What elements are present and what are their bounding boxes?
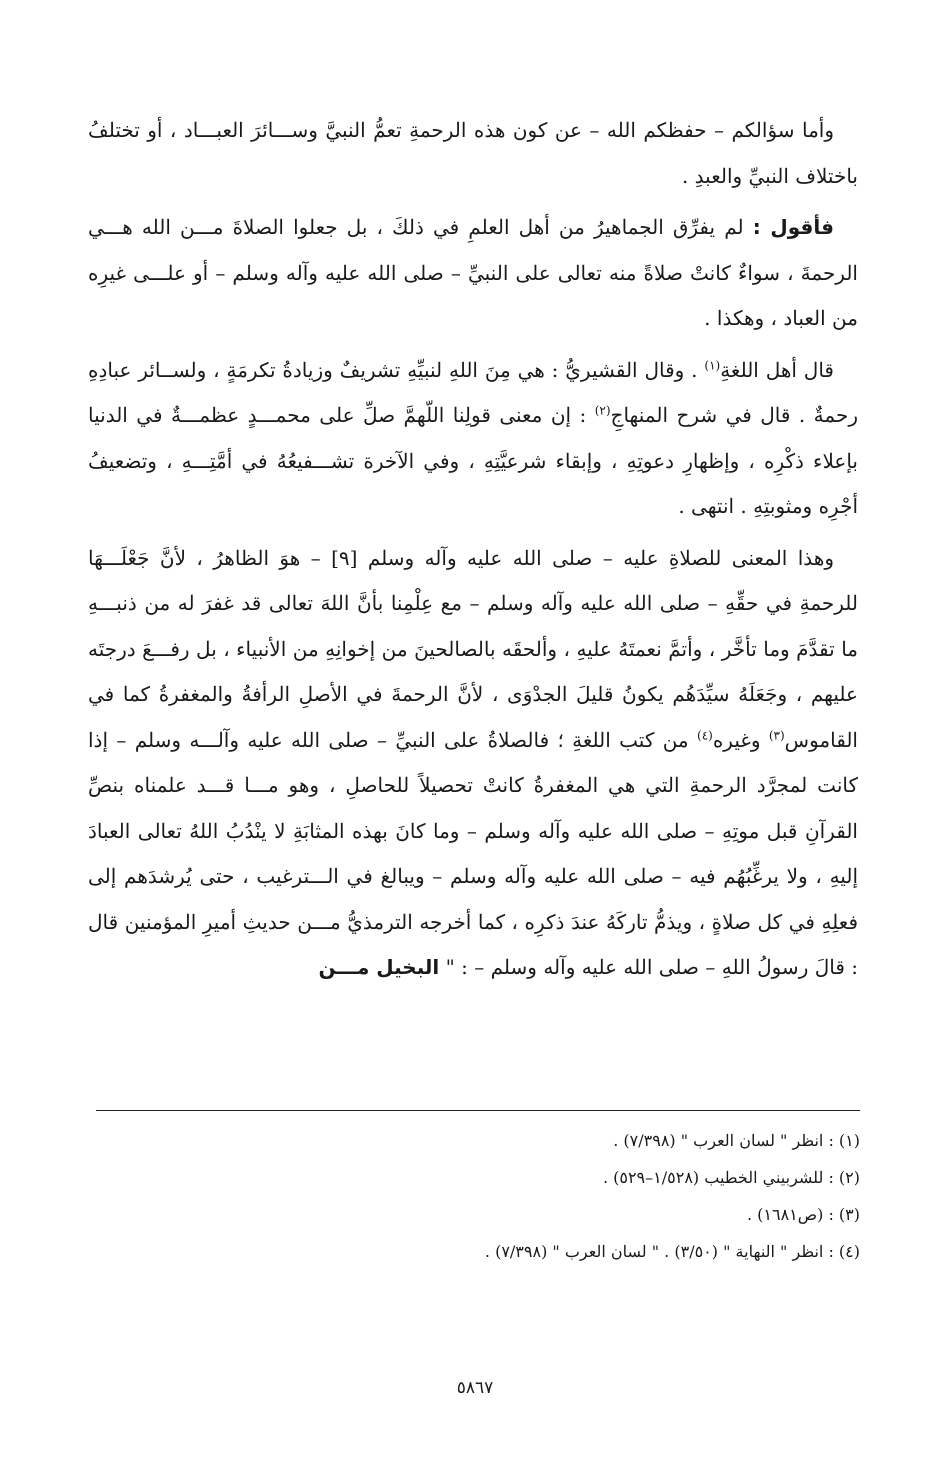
main-text — [88, 108, 858, 997]
page-number: ٥٨٦٧ — [456, 1378, 494, 1398]
footnote-ref: (٣) — [768, 727, 785, 742]
paragraph-text: وهذا المعنى للصلاةِ عليه – صلى الله عليه وآله وسلم [٩] – هوَ الظاهرُ ، لأنَّ جَعْلَـــهَا للرحمةِ في حقِّهِ – صلى الله عليه وآله وسلم – مع عِلْمِنا بأنَّ اللهَ تعالى قد غفرَ له من ذنبـــهِ ما تقدَّمَ وما تأخَّر ، وأتمَّ نعمتَهُ عليهِ ، وألحقَه بالصالحينَ من إخوانِهِ من الأنبياء ، بل رفـــعَ درجتَه عليهم ، وجَعَلَهُ سيِّدَهُم يكونُ قليلَ الجدْوَى ، لأنَّ الرحمةَ في الأصلِ الرأفةُ والمغفرةُ كما في القاموس — [88, 545, 858, 752]
paragraph-text: وغيره — [712, 727, 769, 752]
footnote-2: (٢) : للشربيني الخطيب (١/٥٢٨–٥٢٩) . — [602, 1168, 860, 1187]
footnote-1: (١) : انظر " لسان العرب " (٧/٣٩٨) . — [613, 1131, 860, 1150]
paragraph-text: من كتب اللغةِ ؛ فالصلاةُ على النبيِّ – صلى الله عليه وآلـــه وسلم – إذا كانت لمجرَّد الرحمةِ التي هي المغفرةُ كانتْ تحصيلاً للحاصلِ ، وهو مـــا قـــد علمناه بنصِّ القرآنِ قبل موتِهِ – صلى الله عليه وآله وسلم – وما كانَ بهذه المثابَةِ لا ينْدُبُ اللهُ تعالى العبادَ إليهِ ، ولا يرغِّبُهُم فيه – صلى الله عليه وآله وسلم – ويبالغ في الـــترغيب ، حتى يُرشدَهم إلى فعلِهِ في كل صلاةٍ ، ويذمُّ تاركَهُ عندَ ذكرِه ، كما أخرجه الترمذيُّ مـــن حديثِ أميرِ المؤمنين قال : قالَ رسولُ اللهِ – صلى الله عليه وآله وسلم – : " — [88, 727, 858, 979]
paragraph-2 — [88, 205, 858, 342]
hadith-start: البخيل مـــن — [318, 955, 440, 979]
footnote-ref: (٢) — [594, 403, 611, 418]
paragraph-text: لم يفرِّق الجماهيرُ من أهل العلمِ في ذلكَ ، بل جعلوا الصلاةَ مـــن الله هـــي الرحمةَ ، سواءٌ كانتْ صلاةً منه تعالى على النبيِّ – صلى الله عليه وآله وسلم – أو علـــى غيرِه من العباد ، وهكذا . — [88, 215, 858, 330]
paragraph-1 — [88, 108, 858, 199]
paragraph-3 — [88, 348, 858, 530]
footnote-separator — [96, 1110, 860, 1111]
footnote-ref: (٤) — [697, 727, 713, 742]
paragraph-text: . وقال القشيريُّ : هي مِنَ اللهِ لنبيِّهِ تشريفٌ وزيادةُ تكرمَةٍ ، ولســائر عبادِهِ رحمةٌ . قال في شرح المنهاجِ — [88, 357, 858, 427]
paragraph-text: قال أهل اللغةِ — [720, 357, 834, 382]
paragraph-text: وأما سؤالكم – حفظكم الله – عن كون هذه الرحمةِ تعمُّ النبيَّ وســـائرَ العبـــاد ، أو تختلفُ باختلاف النبيِّ والعبدِ . — [88, 118, 858, 188]
footnote-3: (٣) : (ص١٦٨١) . — [746, 1205, 860, 1224]
footnote-4: (٤) : انظر " النهاية " (٣/٥٠) . " لسان العرب " (٧/٣٩٨) . — [484, 1242, 860, 1261]
footnote-ref: (١) — [704, 357, 721, 372]
paragraph-text: : إن معنى قولِنا اللّهمَّ صلِّ على محمـــدٍ عظمـــةٌ في الدنيا بإعلاء ذكْرِه ، وإظهارِ دعوتِهِ ، وإبقاء شرعيَّتِهِ ، وفي الآخرة تشـــفيعُهُ في أمَّتِـــهِ ، وتضعيفُ أجْرِه ومثوبتِهِ . انتهى . — [88, 403, 858, 518]
paragraph-4 — [88, 536, 858, 991]
footnotes — [96, 1122, 860, 1270]
paragraph-lead: فأقول : — [752, 215, 834, 239]
